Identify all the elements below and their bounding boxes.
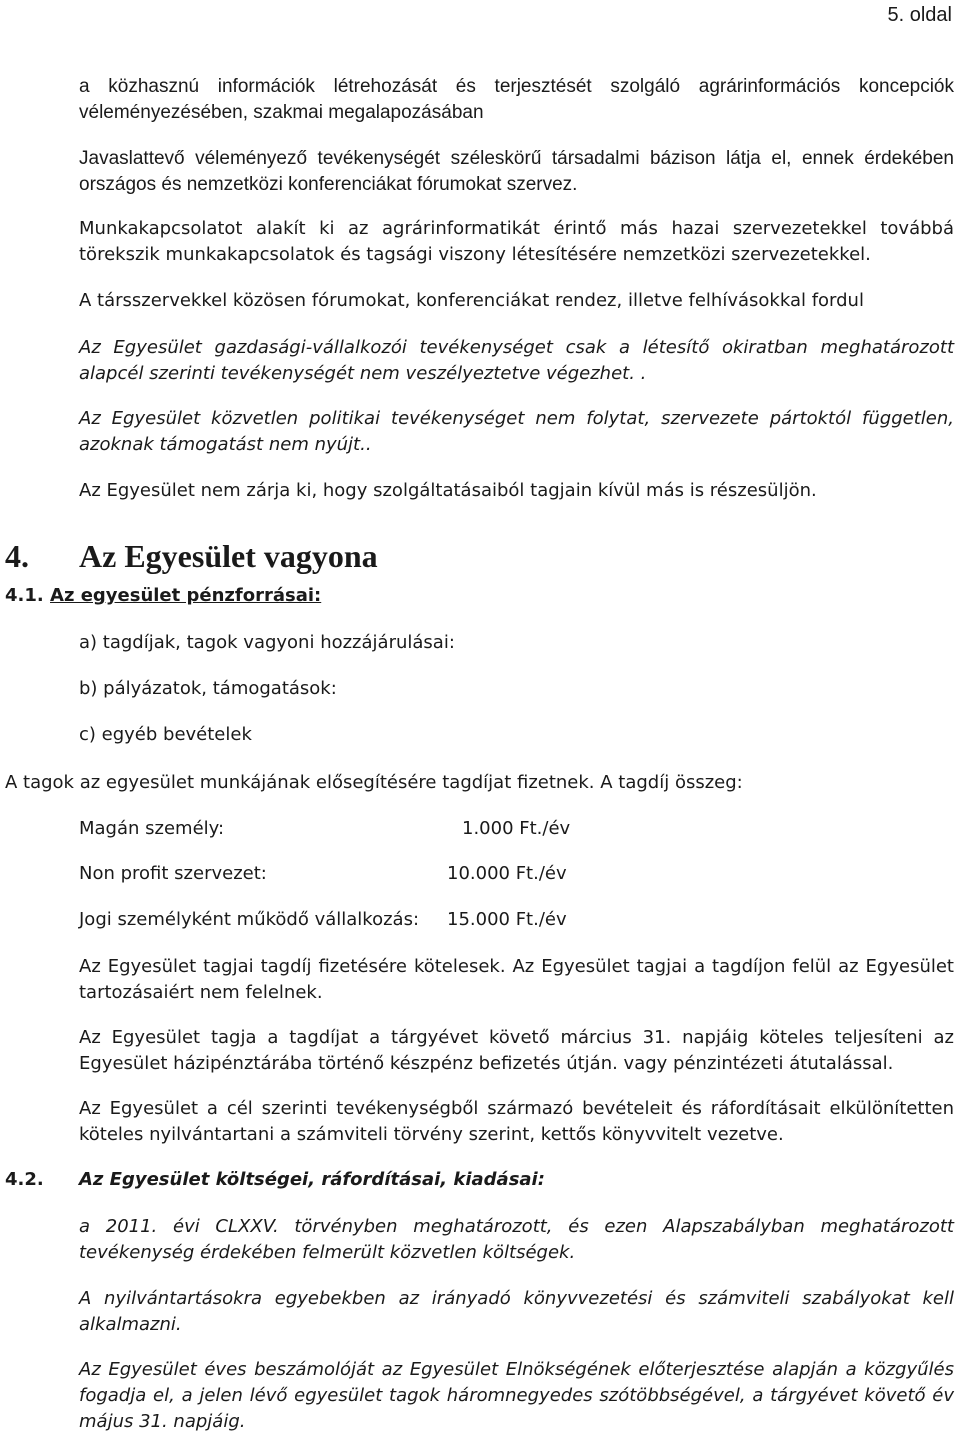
section-title: Az Egyesület vagyona [79,538,378,574]
paragraph-agrarinformacios: a közhasznú információk létrehozását és terjesztését szolgáló agrárinformációs koncepciók véleményezésében, szakmai megalapozásában [79,76,954,123]
paragraph-nyilvantartas: Az Egyesület a cél szerinti tevékenységből származó bevételeit és ráfordításait elkülönítetten köteles nyilvántartani a számviteli törvény szerint, kettős könyvvitelt vezetve. [79,1098,954,1145]
paragraph-beszamolo: Az Egyesület éves beszámolóját az Egyesület Elnökségének előterjesztése alapján a közgyűlés fogadja el, a jelen lévő egyesület tagok háromnegyedes szótöbbségével, a tárgyévet követő év május 31. napjáig. [79,1359,954,1432]
paragraph-tagdij-kotelezettseg: Az Egyesület tagjai tagdíj fizetésére kötelesek. Az Egyesület tagjai a tagdíjon felül az Egyesület tartozásaiért nem felelnek. [79,956,954,1003]
paragraph-munkakapcsolat: Munkakapcsolatot alakít ki az agrárinformatikát érintő más hazai szervezetekkel továbbá törekszik munkakapcsolatok és tagsági viszony létesítésére nemzetközi szervezetekkel. [79,218,954,265]
subsection-4-2-title: Az Egyesület költségei, ráfordításai, kiadásai: [79,1169,545,1190]
fee-label: Non profit szervezet: [79,863,267,884]
subsection-4-2-number: 4.2. [5,1169,44,1190]
source-item-c: c) egyéb bevételek [79,724,252,745]
source-item-b: b) pályázatok, támogatások: [79,678,337,699]
subsection-4-1-heading [5,585,321,606]
paragraph-szolgaltatasok: Az Egyesület nem zárja ki, hogy szolgáltatásaiból tagjain kívül más is részesüljön. [79,480,817,501]
paragraph-gazdasagi: Az Egyesület gazdasági-vállalkozói tevékenységet csak a létesítő okiratban meghatározott alapcél szerinti tevékenységét nem veszélyeztetve végezhet. . [79,337,954,384]
page-number: 5. oldal [887,4,952,26]
section-heading [5,538,378,575]
source-item-a: a) tagdíjak, tagok vagyoni hozzájárulásai: [79,632,455,653]
fee-row-company [79,909,779,930]
subsection-4-2-heading [5,1169,545,1190]
fee-amount: 10.000 Ft./év [447,863,567,884]
paragraph-tagdij-hatarido: Az Egyesület tagja a tagdíjat a tárgyévet követő március 31. napjáig köteles teljesíteni az Egyesület házipénztárába történő készpénz befizetés útján. vagy pénzintézeti átutalással. [79,1027,954,1074]
fee-amount: 15.000 Ft./év [447,909,567,930]
fee-row-individual [79,818,779,839]
subsection-4-1-number: 4.1. [5,585,44,606]
subsection-4-1-title: Az egyesület pénzforrásai: [50,585,322,606]
section-number: 4. [5,538,29,574]
paragraph-konyvvezetes: A nyilvántartásokra egyebekben az irányadó könyvvezetési és számviteli szabályokat kell alkalmazni. [79,1288,954,1335]
paragraph-politikai: Az Egyesület közvetlen politikai tevékenységet nem folytat, szervezete pártoktól független, azoknak támogatást nem nyújt.. [79,408,954,455]
fee-label: Jogi személyként működő vállalkozás: [79,909,420,930]
fee-row-nonprofit [79,863,779,884]
paragraph-javaslattevo: Javaslattevő véleményező tevékenységét széleskörű társadalmi bázison látja el, ennek érdekében országos és nemzetközi konferenciákat fórumokat szervez. [79,148,954,195]
paragraph-tarsszervek: A társszervekkel közösen fórumokat, konferenciákat rendez, illetve felhívásokkal fordul [79,290,864,311]
fee-label: Magán személy: [79,818,225,839]
fee-intro: A tagok az egyesület munkájának elősegítésére tagdíjat fizetnek. A tagdíj összeg: [5,772,743,793]
fee-amount: 1.000 Ft./év [462,818,571,839]
paragraph-koltsegek: a 2011. évi CLXXV. törvényben meghatározott, és ezen Alapszabályban meghatározott tevékenység érdekében felmerült közvetlen költségek. [79,1216,954,1263]
